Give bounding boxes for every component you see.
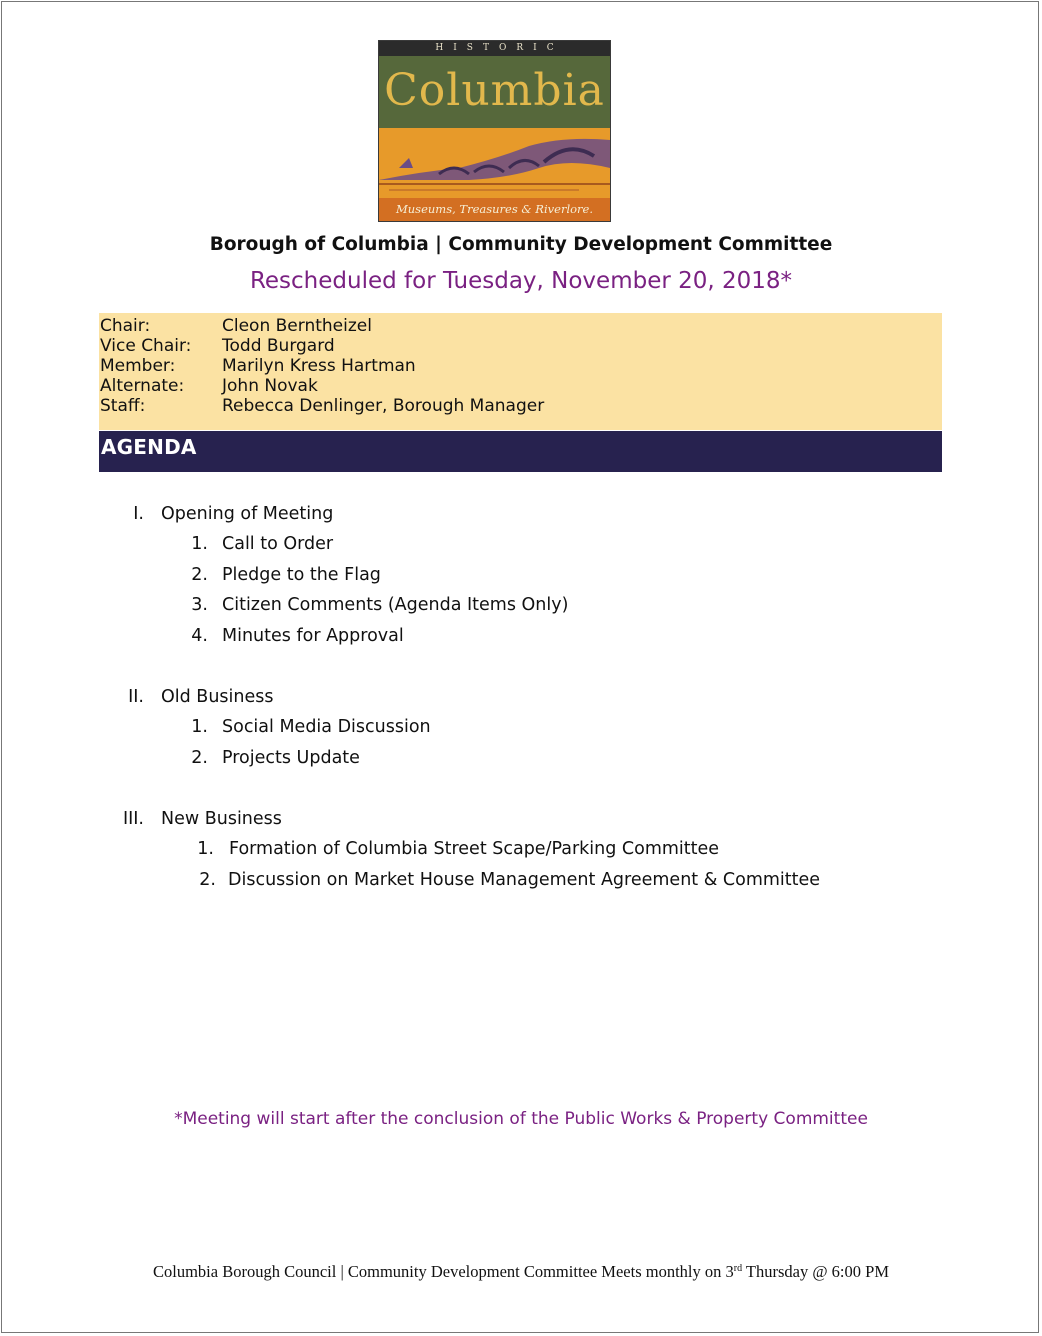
item-number: 2. <box>191 565 208 585</box>
roster-role: Chair: <box>100 316 151 336</box>
logo-tagline: Museums, Treasures & Riverlore. <box>379 198 610 221</box>
section-number: III. <box>122 809 144 829</box>
meeting-start-note: *Meeting will start after the conclusion of the Public Works & Property Committee <box>174 1109 868 1129</box>
section-title: Old Business <box>161 687 274 707</box>
logo-top-text: HISTORIC <box>379 41 610 56</box>
bridge-illustration-icon <box>379 128 610 198</box>
section-title: New Business <box>161 809 282 829</box>
item-number: 2. <box>191 748 208 768</box>
roster-role: Vice Chair: <box>100 336 192 356</box>
roster-role: Staff: <box>100 396 146 416</box>
page-footer <box>0 1262 1042 1282</box>
footer-text-end: Thursday @ 6:00 PM <box>742 1262 889 1281</box>
logo-title: Columbia <box>379 56 610 128</box>
roster-name: John Novak <box>222 376 318 396</box>
item-text: Social Media Discussion <box>222 717 431 737</box>
committee-title: Borough of Columbia | Community Development Committee <box>209 234 833 255</box>
roster-role: Member: <box>100 356 176 376</box>
agenda-title: AGENDA <box>101 435 197 459</box>
roster-name: Todd Burgard <box>222 336 335 356</box>
section-number: I. <box>133 504 144 524</box>
item-number: 1. <box>197 839 214 859</box>
item-number: 2. <box>199 870 216 890</box>
agenda-header-bar <box>99 431 942 472</box>
item-number: 1. <box>191 717 208 737</box>
item-text: Call to Order <box>222 534 334 554</box>
roster-name: Rebecca Denlinger, Borough Manager <box>222 396 545 416</box>
item-number: 3. <box>191 595 208 615</box>
section-number: II. <box>128 687 144 707</box>
section-title: Opening of Meeting <box>161 504 334 524</box>
item-text: Citizen Comments (Agenda Items Only) <box>222 595 569 615</box>
roster-role: Alternate: <box>100 376 185 396</box>
footer-ordinal: rd <box>733 1263 743 1274</box>
historic-columbia-logo <box>378 40 611 222</box>
footer-text: Columbia Borough Council | Community Development Committee Meets monthly on 3 <box>152 1262 734 1281</box>
item-number: 4. <box>191 626 208 646</box>
roster-name: Cleon Berntheizel <box>222 316 372 336</box>
item-text: Projects Update <box>222 748 360 768</box>
reschedule-date: Rescheduled for Tuesday, November 20, 2018* <box>249 268 793 294</box>
item-number: 1. <box>191 534 208 554</box>
roster-name: Marilyn Kress Hartman <box>222 356 416 376</box>
item-text: Pledge to the Flag <box>222 565 381 585</box>
member-roster <box>99 313 942 430</box>
item-text: Minutes for Approval <box>222 626 404 646</box>
item-text: Formation of Columbia Street Scape/Parking Committee <box>229 839 720 859</box>
item-text: Discussion on Market House Management Agreement & Committee <box>228 870 821 890</box>
